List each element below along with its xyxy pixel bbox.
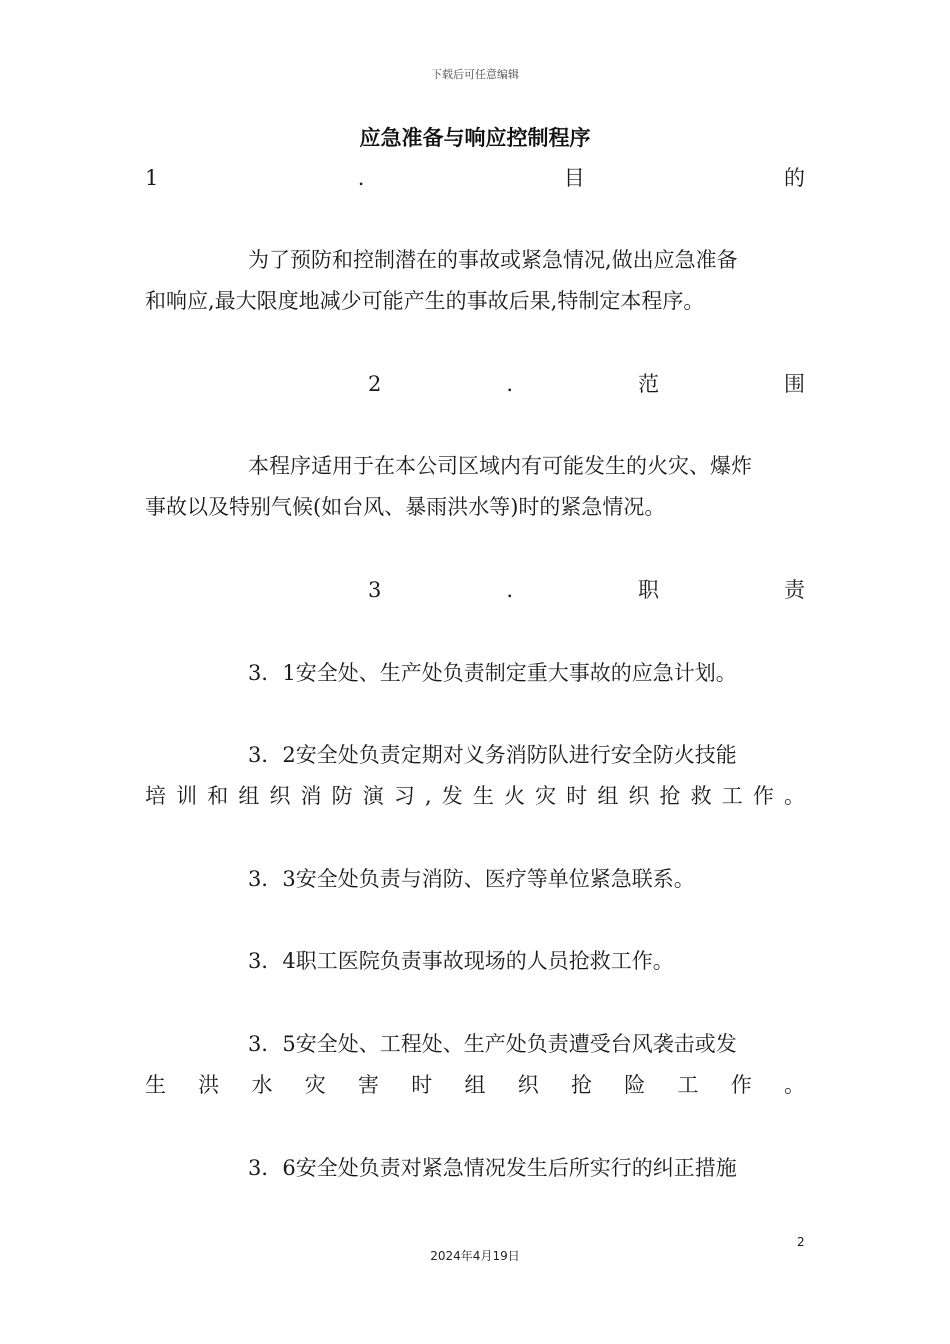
item-3-5-line-2 <box>145 1071 805 1099</box>
justified-char: 消 <box>300 784 322 808</box>
section-title-char: 责 <box>783 578 805 602</box>
justified-char: 织 <box>517 1073 539 1097</box>
item-3-4: 3．4职工医院负责事故现场的人员抢救工作。 <box>248 949 674 973</box>
footer-date: 2024年4月19日 <box>430 1249 520 1263</box>
justified-char: 。 <box>783 784 805 808</box>
section-title-char: 范 <box>638 372 659 396</box>
justified-char: 时 <box>566 784 588 808</box>
item-3-2-line-2 <box>145 782 805 810</box>
justified-char: 险 <box>624 1073 646 1097</box>
justified-char: 生 <box>145 1073 166 1097</box>
justified-char: 救 <box>690 784 712 808</box>
justified-char: 抢 <box>659 784 681 808</box>
justified-char: 抢 <box>571 1073 592 1097</box>
page-number: 2 <box>797 1235 805 1249</box>
justified-char: 和 <box>207 784 229 808</box>
justified-char: 灾 <box>535 784 557 808</box>
section-1-heading <box>145 164 805 192</box>
justified-char: 。 <box>784 1073 805 1097</box>
section-2-heading <box>368 370 805 398</box>
justified-char: 演 <box>362 784 384 808</box>
item-3-6-line-1: 3．6安全处负责对紧急情况发生后所实行的纠正措施 <box>248 1156 737 1180</box>
justified-char: 时 <box>411 1073 433 1097</box>
paragraph-scope-line-1: 本程序适用于在本公司区域内有可能发生的火灾、爆炸 <box>248 454 752 478</box>
section-number: 2 <box>368 372 382 396</box>
item-3-2-line-1: 3．2安全处负责定期对义务消防队进行安全防火技能 <box>248 743 737 767</box>
justified-char: 工 <box>677 1073 699 1097</box>
section-3-heading <box>368 576 805 604</box>
justified-char: 灾 <box>304 1073 326 1097</box>
section-title-char: 职 <box>638 578 659 602</box>
justified-char: 织 <box>628 784 650 808</box>
justified-char: 作 <box>752 784 774 808</box>
paragraph-purpose-line-2: 和响应,最大限度地减少可能产生的事故后果,特制定本程序。 <box>145 289 705 313</box>
justified-char: 培 <box>145 784 166 808</box>
justified-char: , <box>424 784 432 808</box>
justified-char: 习 <box>393 784 415 808</box>
justified-char: 防 <box>331 784 353 808</box>
justified-char: 洪 <box>198 1073 220 1097</box>
section-number: 1 <box>145 166 159 190</box>
paragraph-purpose-line-1: 为了预防和控制潜在的事故或紧急情况,做出应急准备 <box>248 248 738 272</box>
justified-char: 水 <box>251 1073 273 1097</box>
justified-char: 火 <box>504 784 525 808</box>
section-dot: . <box>506 372 514 396</box>
section-title-char: 围 <box>783 372 805 396</box>
item-3-3: 3．3安全处负责与消防、医疗等单位紧急联系。 <box>248 867 695 891</box>
section-title-char: 的 <box>784 166 805 190</box>
justified-char: 组 <box>238 784 260 808</box>
header-note: 下载后可任意编辑 <box>431 68 519 81</box>
section-dot: . <box>506 578 514 602</box>
justified-char: 生 <box>472 784 494 808</box>
justified-char: 训 <box>176 784 198 808</box>
document-title: 应急准备与响应控制程序 <box>359 126 591 150</box>
justified-char: 工 <box>721 784 743 808</box>
justified-char: 害 <box>358 1073 379 1097</box>
item-3-1: 3．1安全处、生产处负责制定重大事故的应急计划。 <box>248 661 737 685</box>
justified-char: 作 <box>730 1073 752 1097</box>
item-3-5-line-1: 3．5安全处、工程处、生产处负责遭受台风袭击或发 <box>248 1032 737 1056</box>
justified-char: 组 <box>597 784 619 808</box>
paragraph-scope-line-2: 事故以及特别气候(如台风、暴雨洪水等)时的紧急情况。 <box>145 495 666 519</box>
section-title-char: 目 <box>563 166 585 190</box>
section-number: 3 <box>368 578 382 602</box>
justified-char: 发 <box>441 784 463 808</box>
justified-char: 织 <box>269 784 291 808</box>
justified-char: 组 <box>464 1073 486 1097</box>
section-dot: . <box>357 166 365 190</box>
